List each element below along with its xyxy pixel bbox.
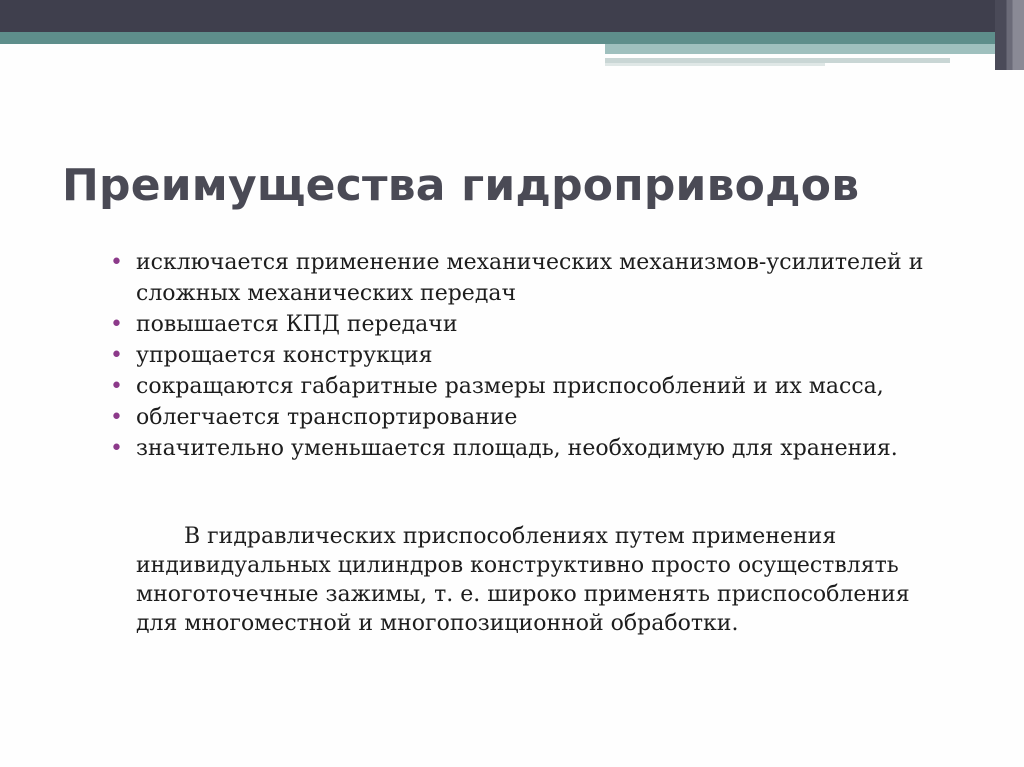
header-band-teal (0, 32, 1024, 44)
bullet-dot-icon: • (110, 343, 123, 368)
bullet-item (108, 433, 998, 464)
header-band-teal-light (605, 44, 1024, 54)
header-edge-stripes (995, 0, 1024, 70)
bullet-list (108, 247, 998, 464)
bullet-dot-icon: • (110, 374, 123, 399)
header-band-grey-thin (605, 63, 825, 66)
bullet-item (108, 371, 998, 402)
body-paragraph: В гидравлических приспособлениях путем применения индивидуальных цилиндров конструктивно просто осуществлять многоточечные зажимы, т. е. широко применять приспособления для многоместной и многопозиционной обработки. (136, 524, 910, 636)
bullet-dot-icon: • (110, 405, 123, 430)
bullet-text: облегчается транспортирование (136, 405, 518, 430)
bullet-text: значительно уменьшается площадь, необходимую для хранения. (136, 436, 898, 461)
bullet-dot-icon: • (110, 312, 123, 337)
bullet-text: повышается КПД передачи (136, 312, 458, 337)
bullet-item (108, 340, 998, 371)
bullet-item (108, 247, 998, 309)
slide-title: Преимущества гидроприводов (62, 160, 860, 211)
header-band-dark (0, 0, 1024, 32)
bullet-text: сокращаются габаритные размеры приспособлений и их масса, (136, 374, 884, 399)
bullet-item (108, 309, 998, 340)
bullet-dot-icon: • (110, 250, 123, 275)
bullet-dot-icon: • (110, 436, 123, 461)
bullet-text: упрощается конструкция (136, 343, 433, 368)
bullet-item (108, 402, 998, 433)
bullet-text: исключается применение механических механизмов-усилителей и сложных механических передач (136, 250, 924, 306)
